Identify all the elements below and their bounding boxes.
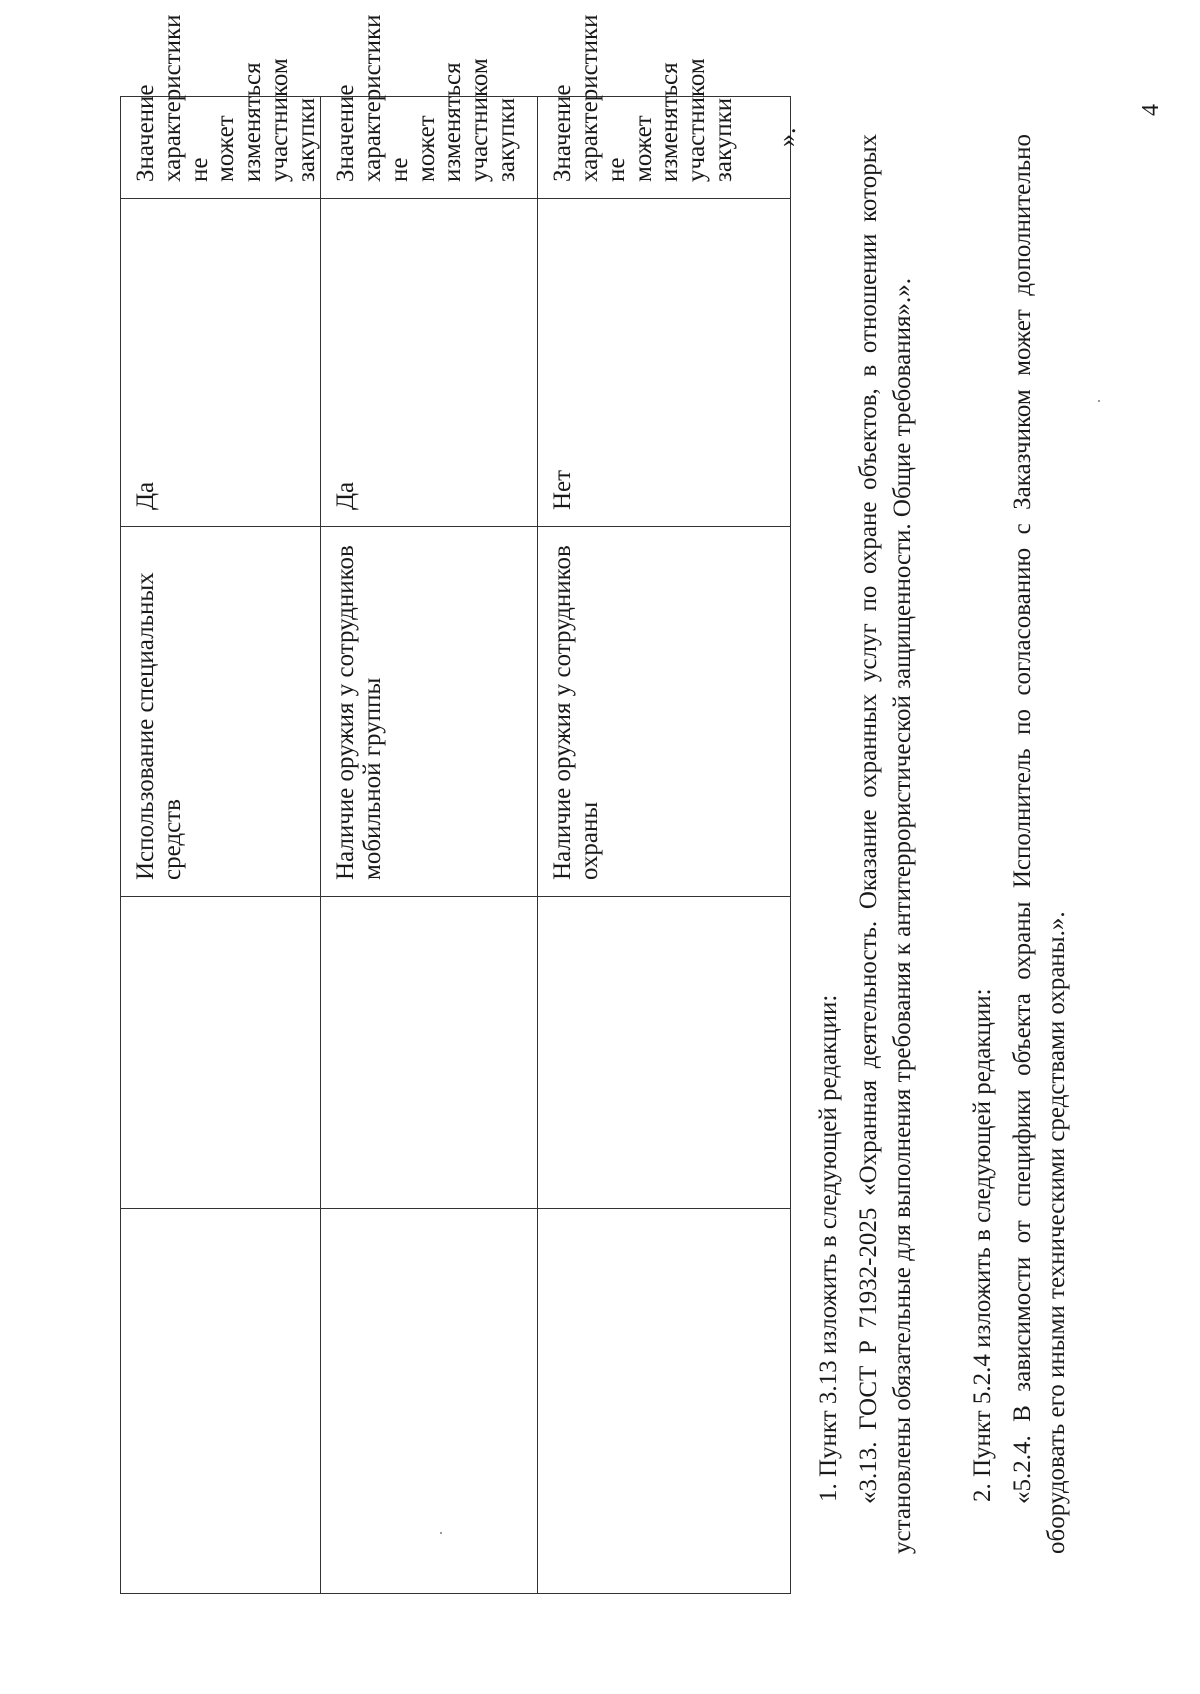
characteristic-value: Да — [121, 199, 321, 527]
amendment-item-1: 1. Пункт 3.13 изложить в следующей редакции: — [815, 994, 842, 1502]
characteristic-note: Значение характеристики не может изменяться участником закупки — [321, 97, 538, 199]
table-cell — [321, 1209, 538, 1594]
table-cell — [538, 897, 791, 1209]
amendment-text-1: «3.13. ГОСТ Р 71932-2025 «Охранная деятельность. Оказание охранных услуг по охране объектов, в отношении которых установлены обязательные для выполнения требования к антитеррористической защищенности. Общие требования».». — [855, 134, 916, 1554]
table-row — [538, 97, 791, 1594]
table-cell — [538, 1209, 791, 1594]
characteristic-value: Нет — [538, 199, 791, 527]
characteristic-name: Использование специальных средств — [121, 527, 321, 897]
page-number: 4 — [1138, 104, 1164, 116]
characteristic-value: Да — [321, 199, 538, 527]
table-row — [121, 97, 321, 1594]
table-row — [321, 97, 538, 1594]
characteristic-name: Наличие оружия у сотрудников мобильной группы — [321, 527, 538, 897]
amendment-text-2: «5.2.4. В зависимости от специфики объекта охраны Исполнитель по согласованию с Заказчиком может дополнительно оборудовать его иными техническими средствами охраны.». — [1009, 134, 1070, 1554]
characteristic-note: Значение характеристики не может изменяться участником закупки — [121, 97, 321, 199]
table-cell — [321, 897, 538, 1209]
table-cell — [121, 1209, 321, 1594]
table-cell — [121, 897, 321, 1209]
closing-quote: ». — [772, 127, 801, 147]
amendment-item-2: 2. Пункт 5.2.4 изложить в следующей редакции: — [969, 988, 996, 1502]
characteristic-name: Наличие оружия у сотрудников охраны — [538, 527, 791, 897]
characteristic-note: Значение характеристики не может изменяться участником закупки — [538, 97, 791, 199]
scan-speck — [1098, 400, 1100, 402]
scan-speck — [440, 1532, 442, 1534]
specification-table — [120, 14, 791, 1594]
